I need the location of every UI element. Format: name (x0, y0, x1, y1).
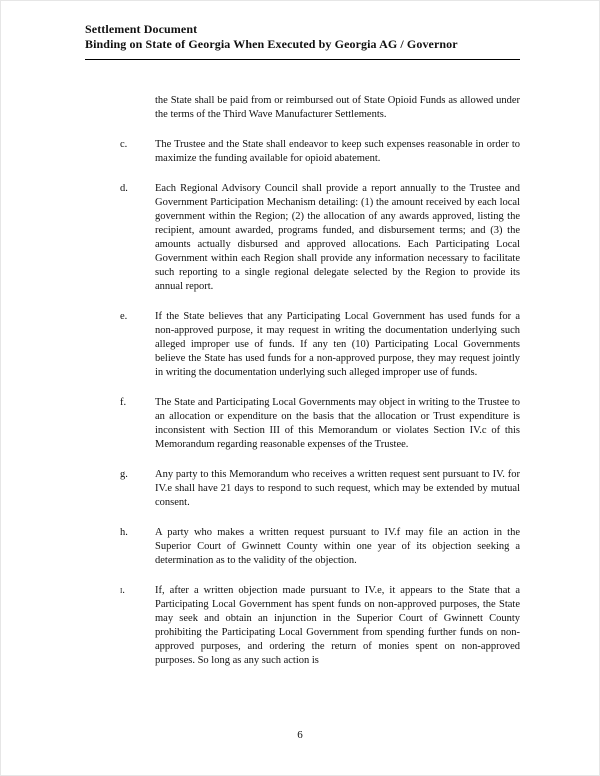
list-item-c (120, 138, 520, 166)
item-label: g. (120, 469, 128, 480)
item-text: If, after a written objection made pursuant to IV.e, it appears to the State that a Participating Local Government has spent funds on non-approved purposes, the State may seek and obtain an injunction in the Superior Court of Gwinnett County prohibiting the Participating Local Government from spending further funds on non-approved purposes, and ordering the return of monies spent on non-approved purposes. So long as any such action is (155, 585, 520, 666)
item-label: e. (120, 311, 128, 322)
list-item-h (120, 526, 520, 568)
item-text: Any party to this Memorandum who receives a written request sent pursuant to IV. for IV.e shall have 21 days to respond to such request, which may be extended by mutual consent. (155, 469, 520, 508)
document-body (85, 94, 520, 668)
document-header (85, 22, 520, 60)
item-text: The State and Participating Local Governments may object in writing to the Trustee to an allocation or expenditure on the basis that the allocation or Trust expenditure is inconsistent with Section III of this Memorandum or violates Section IV.c of this Memorandum regarding reasonable expenses of the Trustee. (155, 397, 520, 450)
header-divider (85, 59, 520, 60)
item-text: Each Regional Advisory Council shall provide a report annually to the Trustee and Government Participation Mechanism detailing: (1) the amount received by each local government within the Region; (2) the allocation of any awards approved, listing the recipient, amount awarded, programs funded, and disbursement terms; and (3) the amounts actually disbursed and approved allocations. Each Participating Local Government within each Region shall provide any information necessary to facilitate such reporting to a single regional delegate selected by the Region to provide its annual report. (155, 183, 520, 292)
item-label: c. (120, 139, 128, 150)
header-title: Settlement Document (85, 22, 198, 36)
item-label: h. (120, 527, 128, 538)
item-text: A party who makes a written request pursuant to IV.f may file an action in the Superior Court of Gwinnett County within one year of its objection seeking a determination as to the validity of the objection. (155, 527, 520, 566)
list-item-e (120, 310, 520, 380)
header-subtitle: Binding on State of Georgia When Executed by Georgia AG / Governor (85, 37, 458, 51)
list-item-d (120, 182, 520, 294)
list-item-f (120, 396, 520, 452)
list-item-i (120, 584, 520, 668)
page-footer (0, 729, 600, 742)
item-label: d. (120, 183, 128, 194)
item-text: The Trustee and the State shall endeavor to keep such expenses reasonable in order to maximize the funding available for opioid abatement. (155, 139, 520, 164)
continuation-paragraph: the State shall be paid from or reimbursed out of State Opioid Funds as allowed under the terms of the Third Wave Manufacturer Settlements. (155, 95, 520, 120)
item-label: i. (120, 585, 125, 596)
item-label: f. (120, 397, 127, 408)
item-text: If the State believes that any Participating Local Government has used funds for a non-approved purpose, it may request in writing the documentation underlying such alleged improper use of funds. If any ten (10) Participating Local Governments believe the State has used funds for a non-approved purpose, they may request jointly in writing the documentation underlying such alleged improper use of funds. (155, 311, 520, 378)
list-item-g (120, 468, 520, 510)
page-number: 6 (297, 729, 303, 741)
